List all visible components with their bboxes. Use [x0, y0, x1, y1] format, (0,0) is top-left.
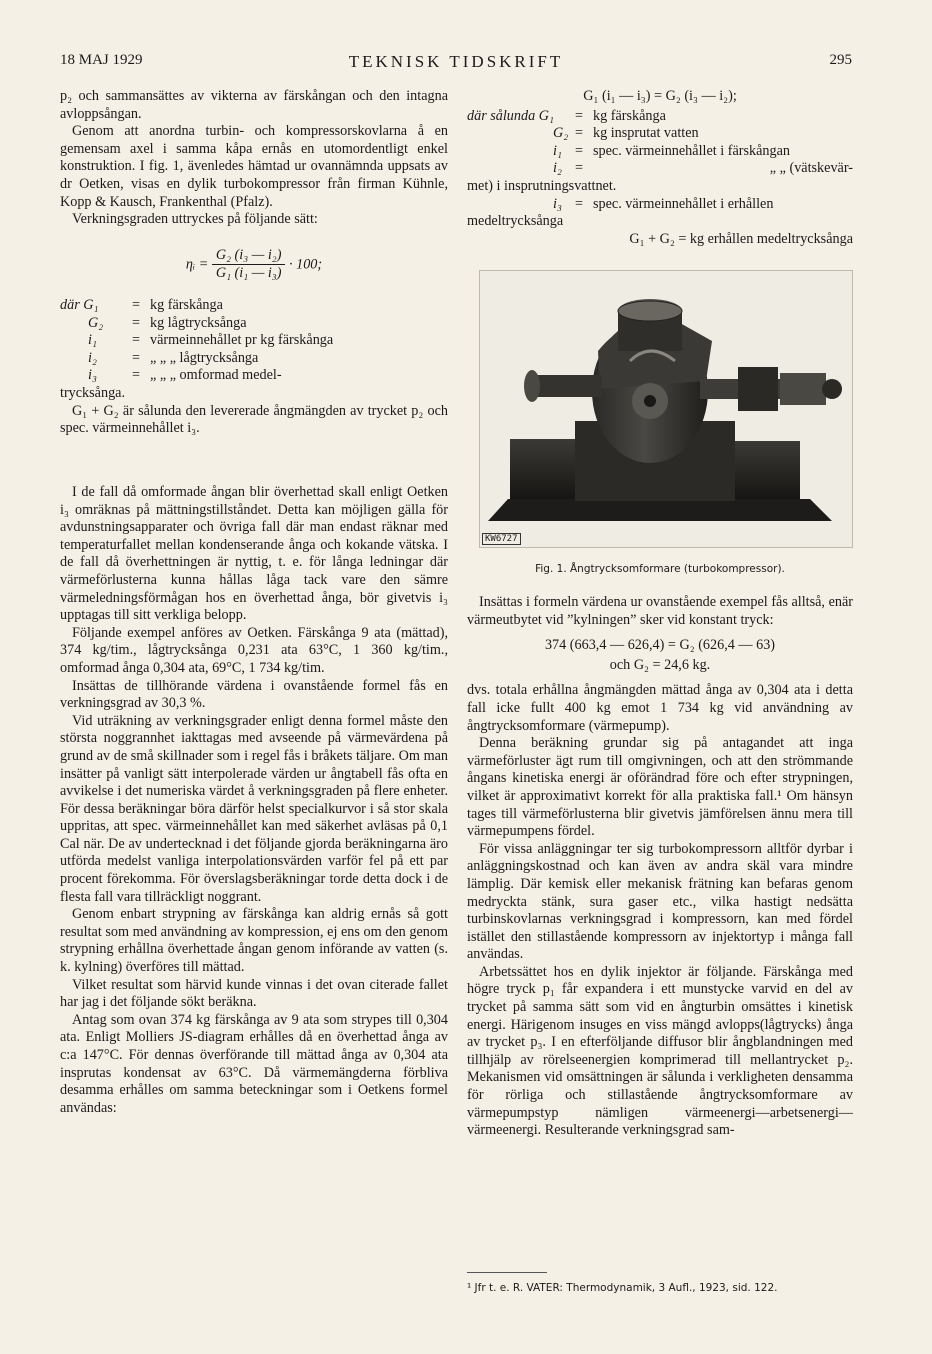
def-equals: = — [132, 296, 141, 313]
right-column-top — [467, 88, 853, 248]
heat-balance-equation: G₁ (i₁ — i₃) = G₂ (i₃ — i₂); — [583, 88, 737, 104]
turbocompressor-illustration — [480, 271, 852, 547]
definition-row — [467, 125, 853, 143]
paragraph: I de fall då omformade ångan blir överhettad skall enligt Oetken i₃ omräknas på mättningstillståndet. Detta kan möjligen gälla för avdunstningsapparater och övriga fall där man endast räknar med temperaturfallet mellan kondenserande ånga och kokande vätska. I de fall då överhettningen är nyttig, t. e. för långa ledningar där värmeförlusterna kunna hållas låga tack vare den sämre värmeledningsförmågan hos en överhettad ånga, bör givetvis i₃ upptagas till sitt verkliga belopp. — [60, 484, 448, 624]
left-column-top — [60, 88, 448, 438]
def-text: kg färskånga — [593, 107, 666, 124]
formula-lhs: ηᵢ = — [185, 256, 209, 273]
paragraph: Vid uträkning av verkningsgrader enligt denna formel måste den största noggrannhet iakttagas med avseende på värmevärdena på grund av de små skillnader som i regel fås i bråkets täljare. Om man insätter på vanligt sätt interpolerade värden ur ångtabell fås ofta en avvikelse i det numeriska värdet å verkningsgraden på flere enheter. För dessa beräkningar böra därför helst specialkurvor i så stor skala uppritas, att spec. värmeinnehållet kan med säkerhet avläsas på 0,1 Cal när. De av undertecknad i det följande gjorda beräkningarna äro utförda medelst vanliga interpolationsvärden varför fel på ett par procent förekomma. För överslagsberäkningar torde detta dock i de flesta fall vara tillräckligt noggrant. — [60, 712, 448, 905]
definition-row — [467, 196, 853, 214]
example-result: och G₂ = 24,6 kg. — [609, 656, 711, 673]
def-text: värmeinnehållet pr kg färskånga — [150, 332, 334, 349]
definition-list — [467, 108, 853, 178]
paragraph: G₁ + G₂ är sålunda den levererade ångmängden av trycket p₂ och spec. värmeinnehållet i₃. — [60, 402, 448, 437]
definition-tail: trycksånga. — [60, 384, 126, 401]
plate-number: KW6727 — [482, 533, 521, 545]
definition-row — [60, 315, 448, 333]
def-symbol: i₁ — [553, 142, 562, 159]
definition-list — [467, 196, 853, 214]
definition-tail: medeltrycksånga — [467, 213, 564, 230]
paragraph: Insättas de tillhörande värdena i ovanstående formel fås en verkningsgrad av 30,3 %. — [60, 677, 448, 712]
def-symbol: där G₁ — [60, 296, 99, 313]
def-text: „ „ (vätskevär- — [769, 160, 853, 177]
def-equals: = — [575, 160, 584, 177]
definition-tail: met) i insprutningsvattnet. — [467, 177, 617, 194]
def-equals: = — [575, 142, 584, 159]
def-equals: = — [132, 367, 141, 384]
journal-title: TEKNISK TIDSKRIFT — [348, 52, 564, 71]
running-header — [60, 52, 852, 76]
paragraph: Genom enbart strypning av färskånga kan aldrig ernås så gott resultat som med användning av kompression, ej ens om den genom strypning erhållna överhettade ångan genom införande av vatten (s. k. kylning) överföres till mättad. — [60, 906, 448, 976]
definition-row — [60, 332, 448, 350]
definition-row — [467, 160, 853, 178]
paragraph: Genom att anordna turbin- och kompressorskovlarna å en gemensam axel i samma kåpa ernås en utomordentligt enkel konstruktion. I fig. 1, ävenledes hämtad ur ovannämnda uppsats av dr Oetken, visas en dylik turbokompressor från firman Kühnle, Kopp & Kausch, Frankenthal (Pfalz). — [60, 123, 448, 210]
sum-equation: G₁ + G₂ = kg erhållen medeltrycksånga — [629, 230, 853, 247]
def-symbol: i₃ — [88, 367, 97, 384]
def-text: kg lågtrycksånga — [150, 314, 247, 331]
example-equation: 374 (663,4 — 626,4) = G₂ (626,4 — 63) — [544, 637, 776, 654]
def-text: kg insprutat vatten — [593, 125, 699, 142]
formula-denominator: G₁ (i₁ — i₃) — [215, 265, 282, 282]
page-number: 295 — [829, 52, 852, 68]
def-text: „ „ „ lågtrycksånga — [150, 349, 259, 366]
paragraph: Verkningsgraden uttryckes på följande sätt: — [72, 211, 318, 228]
efficiency-formula — [60, 247, 448, 283]
def-equals: = — [575, 195, 584, 212]
formula-numerator: G₂ (i₃ — i₂) — [212, 247, 286, 266]
paragraph: p₂ och sammansättes av vikterna av färskångan och den intagna avloppsångan. — [60, 88, 448, 122]
def-symbol: i₂ — [553, 160, 562, 177]
def-symbol: G₂ — [553, 125, 569, 142]
def-equals: = — [575, 125, 584, 142]
paragraph: Följande exempel anföres av Oetken. Färskånga 9 ata (mättad), 374 kg/tim., lågtrycksånga 0,231 ata 63°C, 1 360 kg/tim., omformad ånga 0,304 ata, 69°C, 1 734 kg/tim. — [60, 624, 448, 676]
definition-row — [60, 367, 448, 385]
def-equals: = — [132, 314, 141, 331]
definition-list — [60, 297, 448, 385]
paragraph: Insättas i formeln värdena ur ovanstående exempel fås alltså, enär värmeutbytet vid ”kylningen” sker vid konstant tryck: — [467, 594, 853, 628]
def-symbol: där sålunda G₁ — [467, 107, 554, 124]
def-text: spec. värmeinnehållet i färskångan — [593, 142, 790, 159]
paragraph: Vilket resultat som härvid kunde vinnas i det ovan citerade fallet har jag i det följande sökt beräkna. — [60, 976, 448, 1011]
issue-date: 18 MAJ 1929 — [60, 52, 143, 68]
def-equals: = — [575, 107, 584, 124]
paragraph: För vissa anläggningar ter sig turbokompressorn alltför dyrbar i anläggningskostnad och kan även av andra skäl vara mindre lämplig. Där kemisk eller mekanisk frätning kan befaras genom medryckta stänk, sura gaser etc., vilka hastigt nedsätta turbinskovlarnas verkningsgrad i kompressorn, kan med fördel istället den stillastående kompressorn av injektortyp i många fall användas. — [467, 840, 853, 963]
def-symbol: G₂ — [88, 314, 104, 331]
left-column-body — [60, 484, 448, 1117]
paragraph: Arbetssättet hos en dylik injektor är följande. Färskånga med högre tryck p₁ får expandera i ett munstycke varvid en del av trycket på samma sätt som vid en ångturbin omsättes i kinetisk energi. Härigenom insuges en viss mängd avlopps(lågtrycks) ånga av trycket p₃. I en efterföljande diffusor blir ångblandningen med tillhjälp av rörelseenergien komprimerad till mellantrycket p₂. Mekanismen vid omsättningen är sålunda i verkligheten densamma för rörliga och stillastående ångtrycksomformare av värmepumpstyp nämligen värmeenergi—arbetsenergi—värmeenergi. Resulterande verkningsgrad sam- — [467, 963, 853, 1139]
definition-row — [467, 108, 853, 126]
def-text: spec. värmeinnehållet i erhållen — [593, 195, 774, 212]
paragraph: Antag som ovan 374 kg färskånga av 9 ata som strypes till 0,304 ata. Enligt Molliers JS-diagram erhålles då en överhettad ånga av c:a 147°C. För dennas överförande till mättad ånga av 0,304 ata insprutas kondensat av 63°C. Då värmemängderna förbliva desamma erhålles om samma beteckningar som i Oetkens formel användas: — [60, 1011, 448, 1116]
formula-rhs: · 100; — [289, 256, 323, 273]
formula-fraction — [212, 247, 286, 283]
figure-caption: Fig. 1. Ångtrycksomformare (turbokompressor). — [535, 563, 785, 575]
paragraph: dvs. totala erhållna ångmängden mättad ånga av 0,304 ata i detta fall icke fullt 400 kg emot 1 734 kg vid användning av ångtrycksomformare (värmepump). — [467, 682, 853, 734]
paragraph: Denna beräkning grundar sig på antagandet att inga värmeförluster ägt rum till omgivningen, och att den strömmande ångans kinetiska energi är oförändrad före och efter strypningen, vilket är approximativt korrekt för alla praktiska fall.¹ Om hänsyn tages till värmeförlusterna blir givetvis jämförelsen ännu mera till värmepumpens fördel. — [467, 735, 853, 840]
def-text: kg färskånga — [150, 296, 223, 313]
definition-row — [467, 143, 853, 161]
def-symbol: i₁ — [88, 332, 97, 349]
def-equals: = — [132, 349, 141, 366]
right-column-body — [467, 594, 853, 1140]
def-text: „ „ „ omformad medel- — [150, 367, 282, 384]
turbocompressor-photo — [479, 270, 853, 548]
footnote: ¹ Jfr t. e. R. VATER: Thermodynamik, 3 Aufl., 1923, sid. 122. — [467, 1282, 778, 1294]
definition-row — [60, 297, 448, 315]
def-symbol: i₃ — [553, 195, 562, 212]
def-equals: = — [132, 332, 141, 349]
def-symbol: i₂ — [88, 349, 97, 366]
definition-row — [60, 350, 448, 368]
footnote-rule — [467, 1272, 547, 1273]
